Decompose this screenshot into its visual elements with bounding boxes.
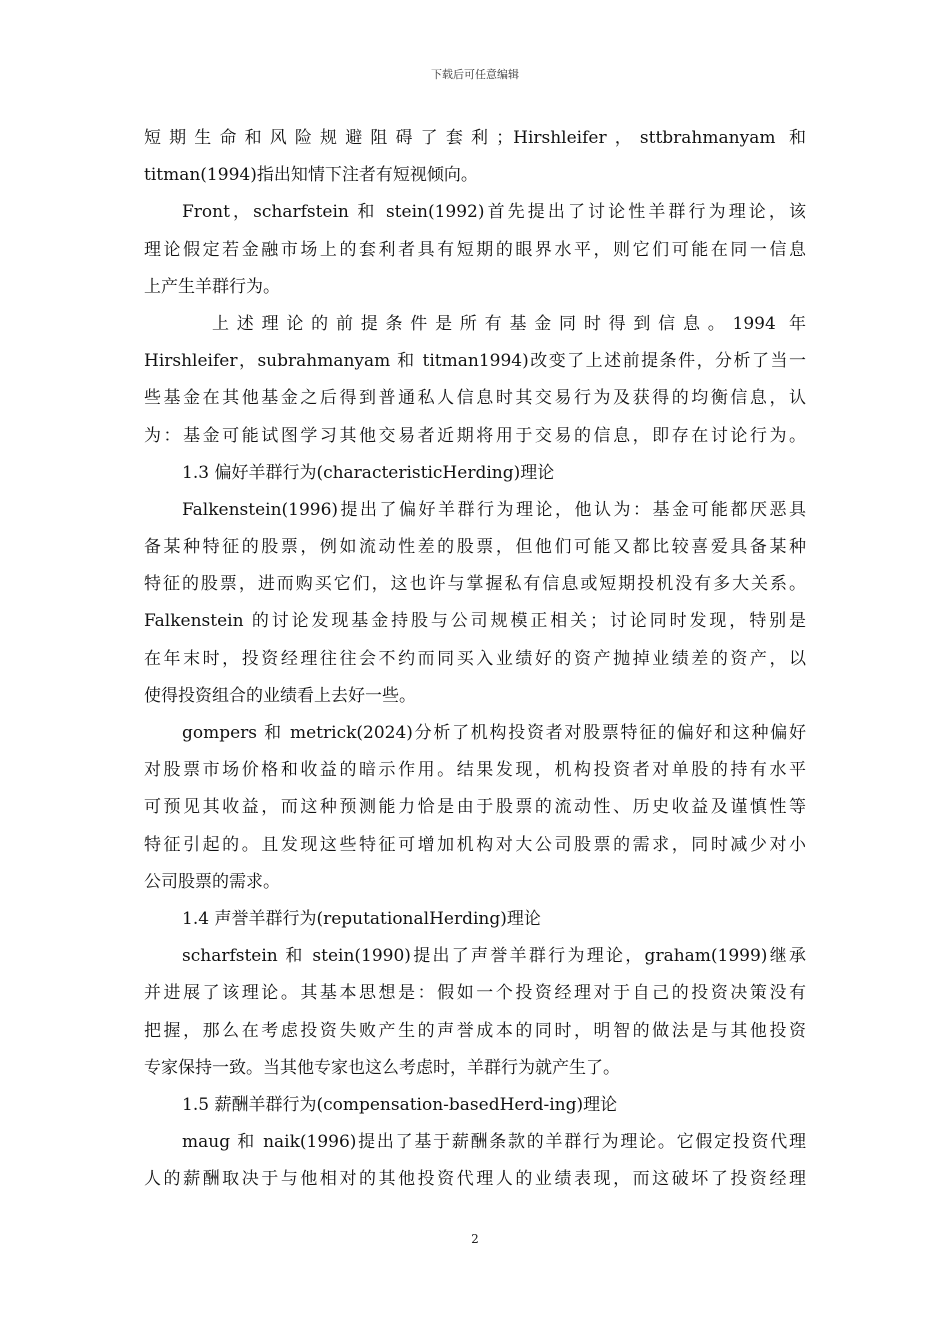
text-line: 在年末时，投资经理往往会不约而同买入业绩好的资产抛掉业绩差的资产，以 bbox=[144, 648, 806, 669]
text-line: 些基金在其他基金之后得到普通私人信息时其交易行为及获得的均衡信息，认 bbox=[144, 388, 806, 409]
text-line: 短期生命和风险规避阻碍了套利；Hirshleifer，sttbrahmanyam 和 bbox=[144, 128, 806, 148]
text-line: 特征引起的。且发现这些特征可增加机构对大公司股票的需求，同时减少对小 bbox=[144, 834, 806, 855]
text-line: 理论假定若金融市场上的套利者具有短期的眼界水平，则它们可能在同一信息 bbox=[144, 239, 806, 260]
section-heading: 1.4 声誉羊群行为(reputationalHerding)理论 bbox=[182, 908, 541, 929]
text-line: 上述理论的前提条件是所有基金同时得到信息。1994 年 bbox=[212, 313, 806, 334]
text-line: 可预见其收益，而这种预测能力恰是由于股票的流动性、历史收益及谨慎性等 bbox=[144, 797, 806, 818]
text-line: 人的薪酬取决于与他相对的其他投资代理人的业绩表现，而这破坏了投资经理 bbox=[144, 1169, 806, 1190]
text-line: 为：基金可能试图学习其他交易者近期将用于交易的信息，即存在讨论行为。 bbox=[144, 425, 806, 446]
section-heading: 1.3 偏好羊群行为(characteristicHerding)理论 bbox=[182, 462, 555, 483]
text-line: 把握，那么在考虑投资失败产生的声誉成本的同时，明智的做法是与其他投资 bbox=[144, 1020, 806, 1041]
text-line: scharfstein 和 stein(1990)提出了声誉羊群行为理论，graham(1999)继承 bbox=[182, 946, 806, 967]
section-heading: 1.5 薪酬羊群行为(compensation-basedHerd-ing)理论 bbox=[182, 1094, 618, 1115]
text-line: gompers 和 metrick(2024)分析了机构投资者对股票特征的偏好和这种偏好 bbox=[182, 723, 806, 743]
text-line: 公司股票的需求。 bbox=[144, 871, 280, 892]
text-line: Falkenstein(1996)提出了偏好羊群行为理论，他认为：基金可能都厌恶具 bbox=[182, 499, 806, 520]
document-body bbox=[144, 120, 806, 1198]
text-line: 对股票市场价格和收益的暗示作用。结果发现，机构投资者对单股的持有水平 bbox=[144, 760, 806, 781]
text-line: titman(1994)指出知情下注者有短视倾向。 bbox=[144, 165, 478, 186]
text-line: 上产生羊群行为。 bbox=[144, 276, 280, 297]
text-line: maug 和 naik(1996)提出了基于薪酬条款的羊群行为理论。它假定投资代理 bbox=[182, 1132, 806, 1153]
page-number: 2 bbox=[471, 1232, 479, 1246]
text-line: 特征的股票，进而购买它们，这也许与掌握私有信息或短期投机没有多大关系。 bbox=[144, 574, 806, 595]
text-line: 专家保持一致。当其他专家也这么考虑时，羊群行为就产生了。 bbox=[144, 1057, 620, 1078]
text-line: 使得投资组合的业绩看上去好一些。 bbox=[144, 685, 416, 706]
text-line: 并进展了该理论。其基本思想是：假如一个投资经理对于自己的投资决策没有 bbox=[144, 983, 806, 1004]
text-line: Falkenstein 的讨论发现基金持股与公司规模正相关；讨论同时发现，特别是 bbox=[144, 611, 806, 632]
page-header: 下载后可任意编辑 bbox=[431, 68, 519, 81]
text-line: Front，scharfstein 和 stein(1992)首先提出了讨论性羊群行为理论，该 bbox=[182, 202, 806, 223]
text-line: Hirshleifer，subrahmanyam 和 titman1994)改变了上述前提条件，分析了当一 bbox=[144, 351, 806, 372]
text-line: 备某种特征的股票，例如流动性差的股票，但他们可能又都比较喜爱具备某种 bbox=[144, 537, 806, 558]
